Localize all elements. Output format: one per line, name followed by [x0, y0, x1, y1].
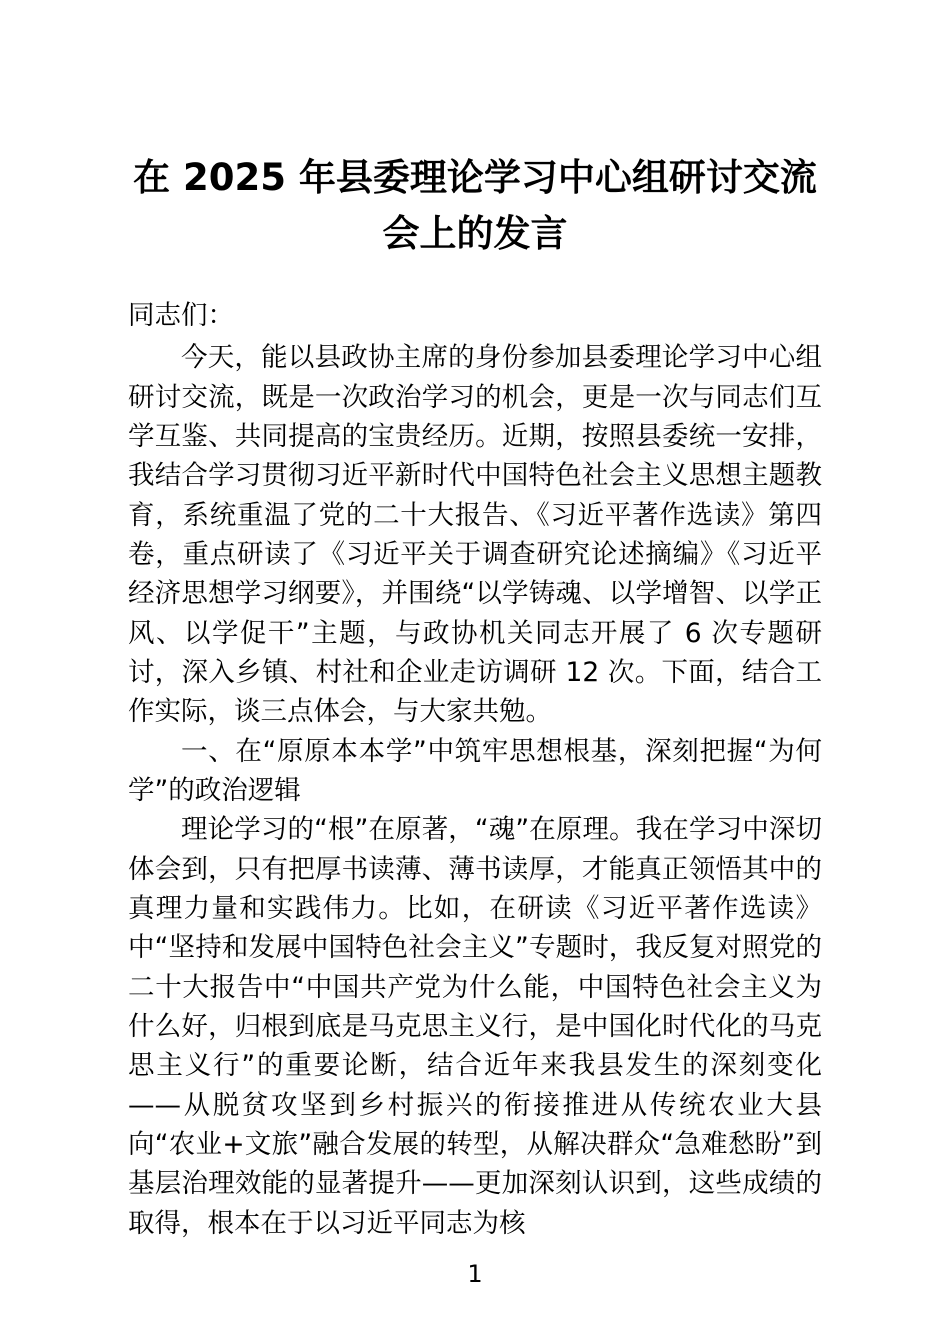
- paragraph-1: 今天，能以县政协主席的身份参加县委理论学习中心组研讨交流，既是一次政治学习的机会，更是一次与同志们互学互鉴、共同提高的宝贵经历。近期，按照县委统一安排，我结合学习贯彻习近平新时代中国特色社会主义思想主题教育，系统重温了党的二十大报告、《习近平著作选读》第四卷，重点研读了《习近平关于调查研究论述摘编》《习近平经济思想学习纲要》，并围绕“以学铸魂、以学增智、以学正风、以学促干”主题，与政协机关同志开展了 6 次专题研讨，深入乡镇、村社和企业走访调研 12 次。下面，结合工作实际，谈三点体会，与大家共勉。: [128, 342, 822, 728]
- salutation: 同志们：: [128, 300, 234, 332]
- section-heading-1: 一、在“原原本本学”中筑牢思想根基，深刻把握“为何学”的政治逻辑: [128, 735, 822, 806]
- page-number: 1: [467, 1260, 483, 1288]
- paragraph-2: 理论学习的“根”在原著，“魂”在原理。我在学习中深切体会到，只有把厚书读薄、薄书读厚，才能真正领悟其中的真理力量和实践伟力。比如，在研读《习近平著作选读》中“坚持和发展中国特色社会主义”专题时，我反复对照党的二十大报告中“中国共产党为什么能，中国特色社会主义为什么好，归根到底是马克思主义行，是中国化时代化的马克思主义行”的重要论断，结合近年来我县发生的深刻变化——从脱贫攻坚到乡村振兴的衔接推进从传统农业大县向“农业+文旅”融合发展的转型，从解决群众“急难愁盼”到基层治理效能的显著提升——更加深刻认识到，这些成绩的取得，根本在于以习近平同志为核: [128, 814, 822, 1239]
- page-title: 在 2025 年县委理论学习中心组研讨交流会上的发言: [133, 156, 817, 256]
